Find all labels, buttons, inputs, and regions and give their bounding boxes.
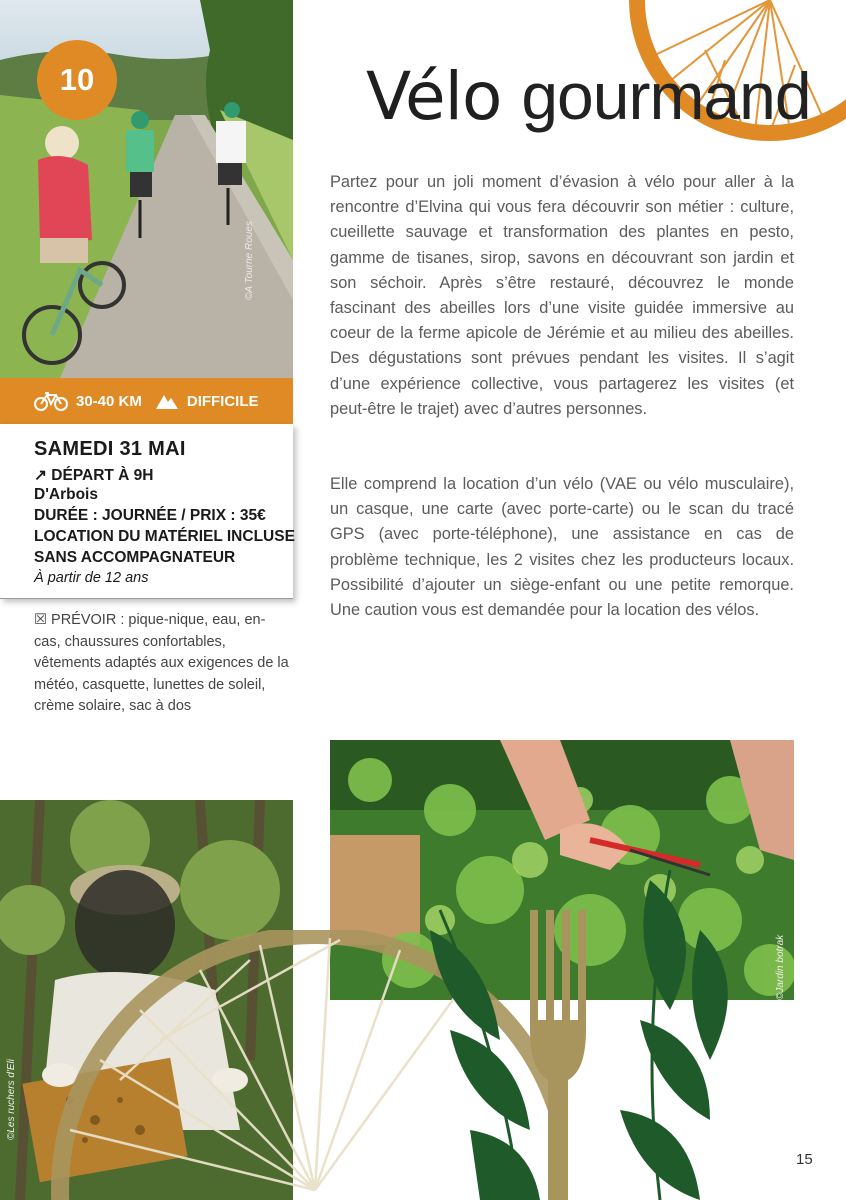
- things-to-bring: ☒ PRÉVOIR : pique-nique, eau, en-cas, chaussures confortables, vêtements adaptés aux exigences de la météo, casquette, lunettes de soleil, crème solaire, sac à dos: [34, 612, 289, 714]
- info-bar: [0, 378, 293, 424]
- duration-price: DURÉE : JOURNÉE / PRIX : 35€: [34, 507, 266, 524]
- description-paragraph-2: Elle comprend la location d’un vélo (VAE ou vélo musculaire), un casque, une carte (avec porte-carte) ou le scan du tracé GPS (avec porte-téléphone), une assistance en cas de problème technique, les 2 visites chez les producteurs locaux. Possibilité d’ajouter un siège-enfant ou une petite remorque. Une caution vous est demandée pour la location des vélos.: [330, 475, 794, 620]
- fork-and-leaves-decoration: [410, 870, 770, 1200]
- photo-credit-cyclists: ©A Tourne Roues: [244, 221, 255, 300]
- page-title: [366, 58, 811, 135]
- photo-credit-bees: ©Les ruchers d'Eli: [6, 1059, 17, 1140]
- description-paragraph-1: Partez pour un joli moment d’évasion à vélo pour aller à la rencontre d’Elvina qui vous fera découvrir son métier : culture, cueillette sauvage et transformation des plantes en pesto, gamme de tisanes, sirop, savons en découvrant son jardin et son séchoir. Après s’être restauré, découvrez le monde fascinant des abeilles lors d’une visite guidée immersive au coeur de la ferme apicole de Jérémie et au milieu des abeilles. Des dégustations sont prévues pendant les visites. Il s’agit d’une expérience collective, vous partagerez les visites (et peut-être le trajet) avec d’autres personnes.: [330, 173, 794, 418]
- event-date: SAMEDI 31 MAI: [34, 438, 186, 460]
- equipment-included: LOCATION DU MATÉRIEL INCLUSE: [34, 528, 295, 545]
- photo-credit-herbs: ©Jardin botrak: [775, 934, 786, 1000]
- departure-place: D'Arbois: [34, 486, 98, 503]
- title-part1: Vélo: [366, 58, 502, 135]
- mountain-icon: [156, 393, 178, 409]
- title-part2: gourmand: [521, 59, 811, 133]
- page-number: 15: [796, 1151, 813, 1168]
- difficulty-label: DIFFICILE: [186, 392, 259, 410]
- distance-label: 30-40 KM: [76, 392, 142, 410]
- details-box: [0, 424, 293, 599]
- minimum-age: À partir de 12 ans: [34, 570, 149, 586]
- no-guide: SANS ACCOMPAGNATEUR: [34, 549, 236, 566]
- bicycle-icon: [34, 391, 68, 411]
- departure-time: ↗ DÉPART À 9H: [34, 467, 154, 484]
- activity-number-badge: 10: [37, 40, 117, 120]
